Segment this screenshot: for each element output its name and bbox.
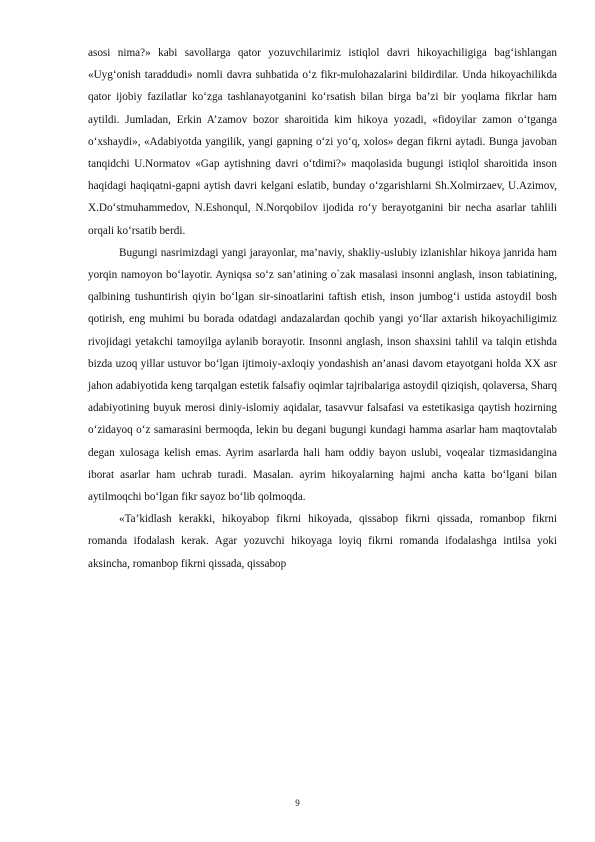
body-text [88,42,557,575]
paragraph: Bugungi nasrimizdagi yangi jarayonlar, ma’naviy, shakliy-uslubiy izlanishlar hikoya janrida ham yorqin namoyon bo‘layotir. Ayniqsa so‘z san’atining o`zak masalasi insonni anglash, inson tabiatining, qalbining tushuntirish qiyin bo‘lgan sir-sinoatlarini taftish etish, inson jumbog‘i ustida astoydil bosh qotirish, eng muhimi bu borada odatdagi andazalardan qochib yangi yo‘llar axtarish hikoyachiligimiz rivojidagi yetakchi tamoyilga aylanib borayotir. Insonni anglash, inson shaxsini tahlil va talqin etishda bizda uzoq yillar ustuvor bo‘lgan ijtimoiy-axloqiy yondashish an’anasi davom etayotgani holda XX asr jahon adabiyotida keng tarqalgan estetik falsafiy oqimlar tajribalariga astoydil qiziqish, qolaversa, Sharq adabiyotining buyuk merosi diniy-islomiy aqidalar, tasavvur falsafasi va estetikasiga qaytish hozirning o‘zidayoq o‘z samarasini bermoqda, lekin bu degani bugungi kundagi hamma asarlar ham maqtovtalab degan xulosaga kelish emas. Ayrim asarlarda hali ham oddiy bayon uslubi, voqealar tizmasidangina iborat asarlar ham uchrab turadi. Masalan. ayrim hikoyalarning hajmi ancha katta bo‘lgani bilan aytilmoqchi bo‘lgan fikr sayoz bo‘lib qolmoqda. [88,246,557,504]
paragraph-continuation: asosi nima?» kabi savollarga qator yozuvchilarimiz istiqlol davri hikoyachiligiga bag‘ishlangan «Uyg‘onish taraddudi» nomli davra suhbatida o‘z fikr-mulohazalarini bildirdilar. Unda hikoyachilikda qator ijobiy fazilatlar ko‘zga tashlanayotganini ko‘rsatish bilan birga ba’zi bir yoqlama fikrlar ham aytildi. Jumladan, Erkin A’zamov bozor sharoitida kim hikoya yozadi, «fidoyilar zamon o‘tganga o‘xshaydi», «Adabiyotda yangilik, yangi gapning o‘zi yo‘q, xolos» degan fikrni aytadi. Bunga javoban tanqidchi U.Normatov «Gap aytishning davri o‘tdimi?» maqolasida bugungi istiqlol sharoitida inson haqidagi haqiqatni-gapni aytish davri kelgani eslatib, bunday o‘zgarishlarni Sh.Xolmirzaev, U.Azimov, X.Do‘stmuhammedov, N.Eshonqul, N.Norqobilov ijodida ro‘y berayotganini bir necha asarlar tahlili orqali ko‘rsatib berdi. [88,47,557,237]
paragraph: «Ta’kidlash kerakki, hikoyabop fikrni hikoyada, qissabop fikrni qissada, romanbop fikrni romanda ifodalash kerak. Agar yozuvchi hikoyaga loyiq fikrni romanda ifodalashga intilsa yoki aksincha, romanbop fikrni qissada, qissabop [88,513,557,570]
page-number: 9 [295,798,300,808]
